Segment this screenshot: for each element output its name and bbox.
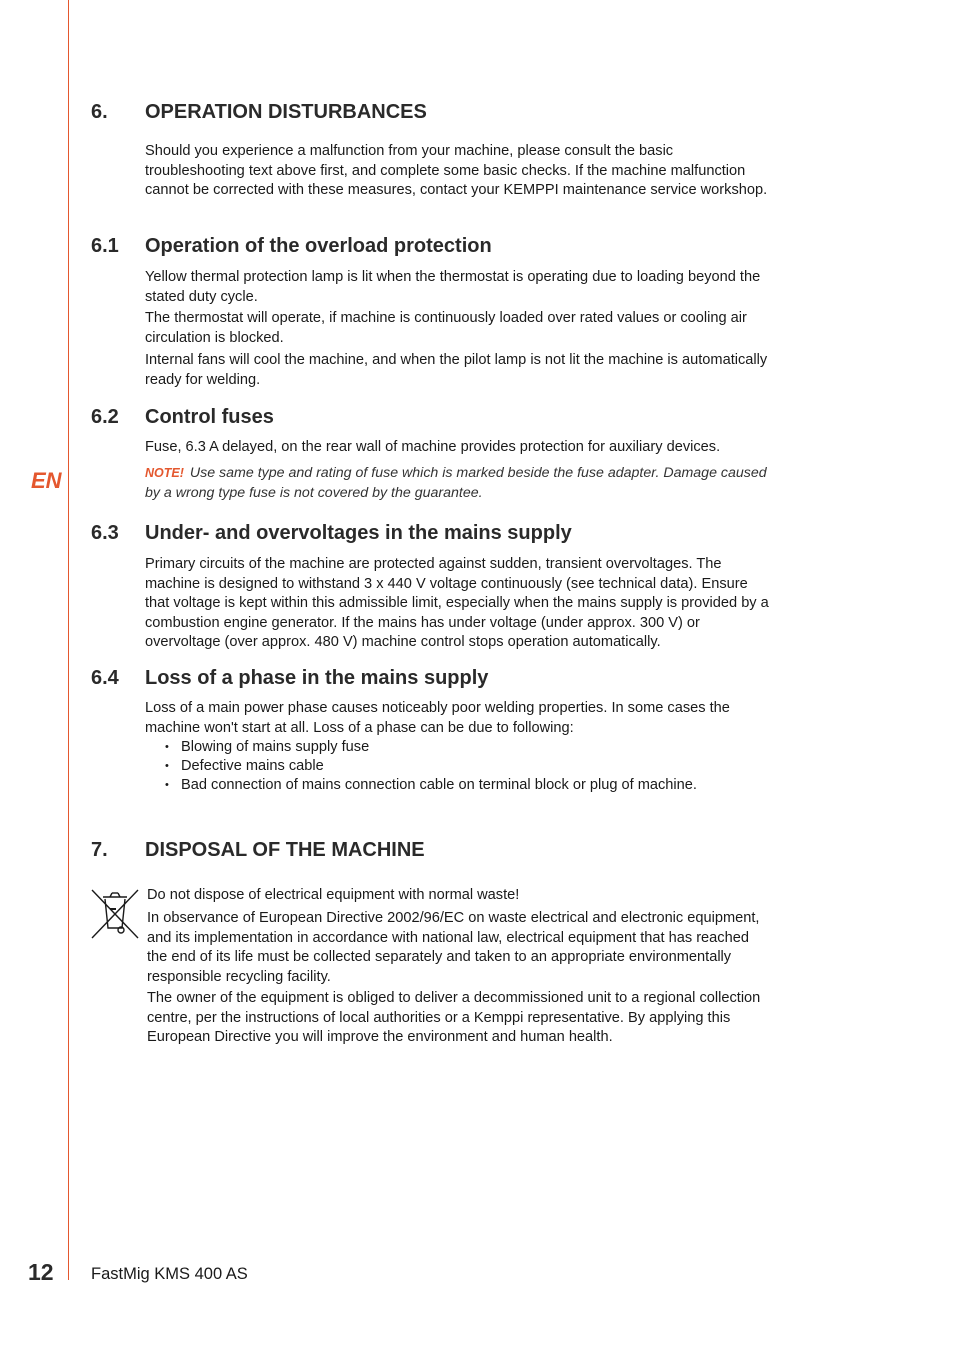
- fuse-note: [145, 464, 773, 503]
- product-name: FastMig KMS 400 AS: [91, 1265, 248, 1283]
- section-7-paragraph-1: Do not dispose of electrical equipment with normal waste!: [147, 887, 520, 903]
- section-6-2-number: 6.2: [91, 406, 119, 428]
- margin-rule: [68, 0, 69, 1280]
- section-6-number: 6.: [91, 101, 108, 123]
- list-item: • Blowing of mains supply fuse: [165, 738, 697, 757]
- section-6-4-heading: Loss of a phase in the mains supply: [145, 667, 489, 689]
- section-6-1-paragraph-3: Internal fans will cool the machine, and when the pilot lamp is not lit the machine is automatically ready for welding.: [145, 352, 768, 388]
- section-6-3-number: 6.3: [91, 522, 119, 544]
- note-text: Use same type and rating of fuse which is marked beside the fuse adapter. Damage caused by a wrong type fuse is not covered by the guarantee.: [145, 465, 767, 501]
- section-6-2-heading: Control fuses: [145, 406, 274, 428]
- section-6-3-heading: Under- and overvoltages in the mains supply: [145, 522, 572, 544]
- section-6-1-number: 6.1: [91, 235, 119, 257]
- section-6-4-body: Loss of a main power phase causes noticeably poor welding properties. In some cases the machine won't start at all. Loss of a phase can be due to following:: [145, 700, 730, 736]
- phase-loss-causes-list: [165, 738, 697, 796]
- section-6-1-heading: Operation of the overload protection: [145, 235, 492, 257]
- section-7-paragraph-3: The owner of the equipment is obliged to deliver a decommissioned unit to a regional collection centre, per the instructions of local authorities or a Kemppi representative. By applying this European Directive you will improve the environment and human health.: [147, 990, 761, 1045]
- language-tag: EN: [31, 468, 62, 493]
- section-6-body: Should you experience a malfunction from your machine, please consult the basic troubleshooting text above first, and complete some basic checks. If the machine malfunction cannot be corrected with these measures, contact your KEMPPI maintenance service workshop.: [145, 143, 768, 198]
- section-6-1-paragraph-2: The thermostat will operate, if machine is continuously loaded over rated values or cooling air circulation is blocked.: [145, 310, 747, 346]
- list-item: • Defective mains cable: [165, 757, 697, 776]
- list-item: • Bad connection of mains connection cable on terminal block or plug of machine.: [165, 776, 697, 795]
- section-7-number: 7.: [91, 839, 108, 861]
- section-6-1-paragraph-1: Yellow thermal protection lamp is lit when the thermostat is operating due to loading beyond the stated duty cycle.: [145, 269, 761, 305]
- section-7-heading: DISPOSAL OF THE MACHINE: [145, 839, 425, 861]
- section-7-paragraph-2: In observance of European Directive 2002/96/EC on waste electrical and electronic equipment, and its implementation in accordance with national law, electrical equipment that has reached the end of its life must be collected separately and taken to an appropriate environmentally responsible recycling facility.: [147, 910, 760, 985]
- section-6-heading: OPERATION DISTURBANCES: [145, 101, 427, 123]
- page-number: 12: [28, 1259, 54, 1285]
- crossed-out-wheelie-bin-icon: [90, 888, 140, 940]
- section-6-3-body: Primary circuits of the machine are protected against sudden, transient overvoltages. The machine is designed to withstand 3 x 440 V voltage continuously (see technical data). Ensure that voltage is kept within this admissible limit, especially when the mains supply is provided by a combustion engine generator. If the mains has under voltage (under approx. 300 V) or overvoltage (over approx. 480 V) machine control stops operation automatically.: [145, 556, 769, 650]
- section-6-2-paragraph: Fuse, 6.3 A delayed, on the rear wall of machine provides protection for auxiliary devices.: [145, 439, 721, 455]
- section-6-4-number: 6.4: [91, 667, 119, 689]
- note-label: NOTE!: [145, 466, 184, 480]
